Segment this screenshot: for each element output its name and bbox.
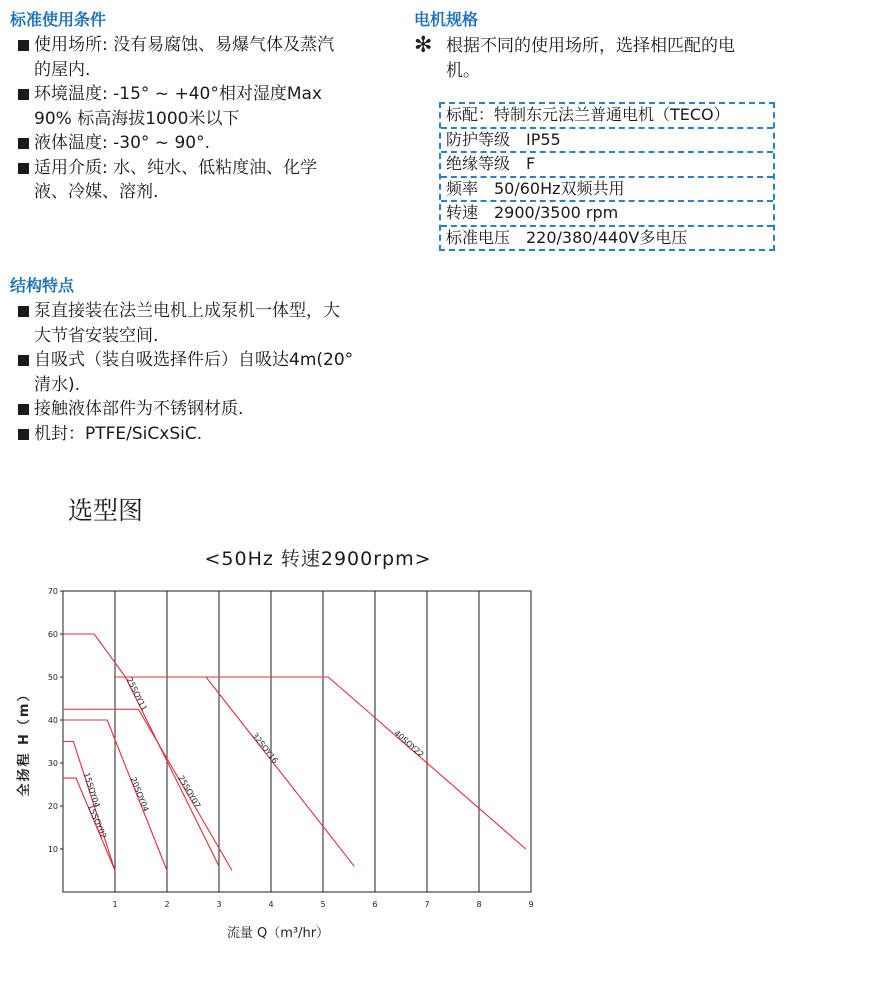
selection-chart-title: 选型图 [68, 496, 144, 525]
chart-title: <50Hz 转速2900rpm> [204, 548, 432, 570]
spec-row: 标准电压 220/380/440V多电压 [441, 225, 773, 250]
y-tick-label: 40 [47, 716, 58, 725]
conditions-list [12, 33, 347, 205]
series-label: 25SOY11 [124, 676, 149, 713]
series-label: 25SOY07 [176, 773, 203, 810]
spec-row: 标配：特制东元法兰普通电机（TECO） [446, 105, 730, 124]
series-label: 20SOY04 [128, 775, 151, 813]
y-tick-label: 50 [47, 673, 58, 682]
asterisk-icon: ✻ [414, 33, 433, 58]
plot-frame [63, 591, 531, 892]
series-label: 15SOY02 [85, 803, 109, 840]
performance-chart [0, 575, 600, 955]
x-tick-label: 4 [268, 900, 274, 909]
series-label: 32SOY16 [250, 731, 280, 766]
list-item: 自吸式（装自吸选择件后）自吸达4m(20°清水). [12, 348, 354, 397]
y-axis-label: 全扬程 H（m） [17, 686, 32, 797]
conditions-heading: 标准使用条件 [10, 10, 107, 29]
series-line [115, 677, 354, 866]
features-heading: 结构特点 [10, 276, 75, 295]
motor-spec-table [439, 102, 775, 251]
x-tick-label: 5 [320, 900, 326, 909]
series-label: 40SOY22 [392, 728, 426, 760]
motor-note-text: 根据不同的使用场所，选择相匹配的电机。 [446, 36, 735, 81]
y-tick-label: 20 [47, 802, 58, 811]
spec-row: 绝缘等级 F [441, 151, 773, 176]
x-tick-label: 6 [372, 900, 378, 909]
list-item: 液体温度: -30° ~ 90°. [12, 131, 347, 156]
list-item: 使用场所: 没有易腐蚀、易爆气体及蒸汽的屋内. [12, 33, 347, 82]
x-tick-label: 1 [112, 900, 118, 909]
x-tick-label: 3 [216, 900, 222, 909]
y-tick-label: 10 [47, 845, 58, 854]
series-line [63, 634, 219, 866]
list-item: 环境温度: -15° ~ +40°相对湿度Max 90% 标高海拔1000米以下 [12, 82, 347, 131]
list-item: 泵直接装在法兰电机上成泵机一体型，大大节省安装空间. [12, 299, 354, 348]
x-axis-label: 流量 Q（m³/hr） [226, 926, 330, 941]
spec-row: 防护等级 IP55 [441, 127, 773, 152]
spec-row: 转速 2900/3500 rpm [441, 200, 773, 225]
x-tick-label: 9 [528, 900, 534, 909]
spec-row: 频率 50/60Hz双频共用 [441, 176, 773, 201]
series-label: 15SOY04 [81, 771, 102, 809]
y-tick-label: 60 [47, 630, 58, 639]
x-tick-label: 7 [424, 900, 430, 909]
x-tick-label: 8 [476, 900, 482, 909]
motor-heading: 电机规格 [414, 10, 479, 29]
motor-note [414, 34, 736, 83]
list-item: 机封：PTFE/SiCxSiC. [12, 422, 354, 447]
y-tick-label: 30 [47, 759, 58, 768]
features-list [12, 299, 354, 446]
list-item: 接触液体部件为不锈钢材质. [12, 397, 354, 422]
list-item: 适用介质: 水、纯水、低粘度油、化学液、冷媒、溶剂. [12, 156, 347, 205]
x-tick-label: 2 [164, 900, 170, 909]
y-tick-label: 70 [47, 587, 58, 596]
